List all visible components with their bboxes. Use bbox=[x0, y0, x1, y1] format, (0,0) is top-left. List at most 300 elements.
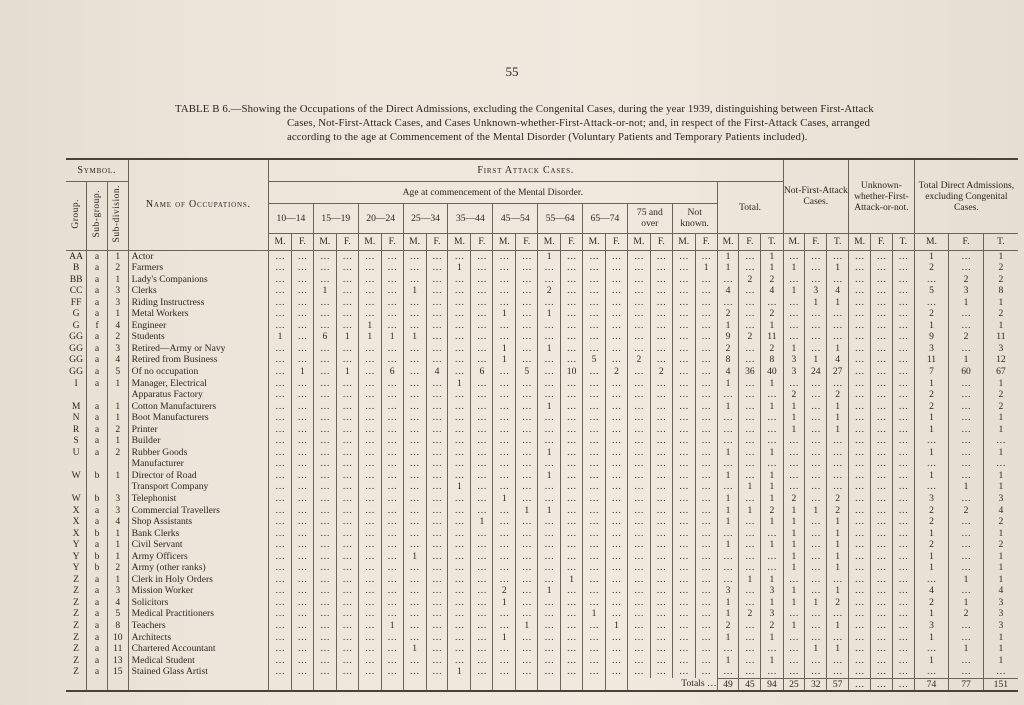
count-cell: … bbox=[292, 528, 314, 540]
count-cell: … bbox=[949, 516, 984, 528]
count-cell: … bbox=[583, 401, 606, 413]
count-cell: 1 bbox=[914, 655, 949, 667]
count-cell: 1 bbox=[717, 378, 739, 390]
count-cell: … bbox=[381, 308, 403, 320]
count-cell: … bbox=[849, 378, 871, 390]
count-cell: 2 bbox=[827, 389, 849, 401]
count-cell: … bbox=[949, 551, 984, 563]
count-cell: … bbox=[949, 412, 984, 424]
count-cell: … bbox=[403, 389, 426, 401]
table-row bbox=[66, 320, 1018, 332]
count-cell: … bbox=[761, 435, 783, 447]
count-cell: … bbox=[949, 308, 984, 320]
count-cell: 1 bbox=[827, 620, 849, 632]
count-cell: … bbox=[627, 493, 650, 505]
count-cell: … bbox=[516, 528, 538, 540]
count-cell: … bbox=[606, 297, 628, 309]
occupation-cell: Of no occupation bbox=[128, 366, 268, 378]
subdivision-cell: 5 bbox=[107, 366, 128, 378]
count-cell: … bbox=[949, 539, 984, 551]
count-cell: … bbox=[448, 493, 471, 505]
count-cell: … bbox=[805, 378, 827, 390]
subdivision-cell: 2 bbox=[107, 331, 128, 343]
count-cell: … bbox=[336, 666, 358, 678]
count-cell: … bbox=[949, 320, 984, 332]
count-cell: … bbox=[892, 470, 914, 482]
count-cell: … bbox=[805, 574, 827, 586]
count-cell: … bbox=[627, 285, 650, 297]
occupation-cell: Teachers bbox=[128, 620, 268, 632]
count-cell: … bbox=[870, 412, 892, 424]
count-cell: … bbox=[783, 331, 805, 343]
subgroup-cell: a bbox=[87, 435, 108, 447]
count-cell: 1 bbox=[717, 262, 739, 274]
count-cell: 4 bbox=[717, 366, 739, 378]
table-row bbox=[66, 378, 1018, 390]
count-cell: … bbox=[892, 297, 914, 309]
count-cell: … bbox=[739, 262, 761, 274]
count-cell: … bbox=[493, 250, 516, 262]
group-header: Group. bbox=[66, 181, 87, 250]
count-cell: 1 bbox=[448, 378, 471, 390]
count-cell: … bbox=[516, 539, 538, 551]
count-cell: … bbox=[313, 412, 336, 424]
count-cell: … bbox=[448, 597, 471, 609]
count-cell: … bbox=[403, 308, 426, 320]
count-cell: 1 bbox=[783, 285, 805, 297]
count-cell: … bbox=[892, 424, 914, 436]
count-cell: … bbox=[493, 643, 516, 655]
count-cell: … bbox=[717, 666, 739, 678]
count-cell: … bbox=[583, 331, 606, 343]
count-cell: … bbox=[493, 389, 516, 401]
count-cell: 2 bbox=[914, 539, 949, 551]
total-value-cell: 25 bbox=[783, 678, 805, 691]
group-cell: Z bbox=[73, 620, 80, 631]
count-cell: … bbox=[627, 274, 650, 286]
count-cell: … bbox=[949, 528, 984, 540]
subdivision-cell: 2 bbox=[107, 424, 128, 436]
subdivision-cell: 1 bbox=[107, 412, 128, 424]
count-cell: … bbox=[358, 666, 381, 678]
count-cell: … bbox=[358, 551, 381, 563]
count-cell: 1 bbox=[983, 424, 1018, 436]
count-cell: … bbox=[695, 539, 717, 551]
count-cell: … bbox=[516, 666, 538, 678]
count-cell: 1 bbox=[448, 666, 471, 678]
count-cell: … bbox=[292, 378, 314, 390]
count-cell: … bbox=[403, 585, 426, 597]
count-cell: … bbox=[561, 539, 583, 551]
count-cell: … bbox=[426, 539, 448, 551]
count-cell: … bbox=[292, 262, 314, 274]
count-cell: … bbox=[949, 250, 984, 262]
subdivision-cell: 1 bbox=[107, 528, 128, 540]
count-cell: … bbox=[650, 424, 672, 436]
count-cell: … bbox=[583, 320, 606, 332]
count-cell: 2 bbox=[761, 620, 783, 632]
table-row bbox=[66, 366, 1018, 378]
count-cell: … bbox=[269, 366, 292, 378]
table-row bbox=[66, 551, 1018, 563]
count-cell: … bbox=[403, 378, 426, 390]
count-cell: … bbox=[739, 389, 761, 401]
count-cell: … bbox=[672, 401, 695, 413]
subdivision-cell: 2 bbox=[107, 262, 128, 274]
count-cell: … bbox=[381, 424, 403, 436]
count-cell: … bbox=[892, 574, 914, 586]
count-cell: … bbox=[650, 528, 672, 540]
count-cell: … bbox=[849, 435, 871, 447]
age-group-header: 35—44 bbox=[448, 203, 493, 233]
count-cell: … bbox=[783, 470, 805, 482]
count-cell: … bbox=[426, 597, 448, 609]
count-cell: … bbox=[493, 435, 516, 447]
blank-cell bbox=[561, 678, 583, 691]
total-header: Total. bbox=[717, 181, 783, 233]
count-cell: … bbox=[358, 585, 381, 597]
count-cell: 1 bbox=[914, 562, 949, 574]
count-cell: … bbox=[313, 620, 336, 632]
count-cell: … bbox=[892, 274, 914, 286]
count-cell: … bbox=[269, 539, 292, 551]
count-cell: … bbox=[538, 424, 561, 436]
count-cell: … bbox=[717, 435, 739, 447]
count-cell: … bbox=[403, 343, 426, 355]
count-cell: … bbox=[292, 585, 314, 597]
female-header: F. bbox=[695, 233, 717, 250]
count-cell: … bbox=[627, 447, 650, 459]
subgroup-cell: a bbox=[87, 366, 108, 378]
count-cell: … bbox=[313, 378, 336, 390]
count-cell: … bbox=[672, 447, 695, 459]
count-cell: … bbox=[426, 493, 448, 505]
count-cell: … bbox=[583, 412, 606, 424]
count-cell: … bbox=[627, 666, 650, 678]
count-cell: … bbox=[426, 435, 448, 447]
count-cell: 1 bbox=[717, 597, 739, 609]
count-cell: … bbox=[269, 285, 292, 297]
count-cell: 2 bbox=[606, 366, 628, 378]
count-cell: … bbox=[827, 435, 849, 447]
count-cell: 1 bbox=[949, 643, 984, 655]
count-cell: … bbox=[269, 447, 292, 459]
subgroup-cell: f bbox=[87, 320, 108, 332]
count-cell: … bbox=[538, 493, 561, 505]
count-cell: … bbox=[695, 354, 717, 366]
page-number: 55 bbox=[505, 64, 519, 79]
count-cell: … bbox=[805, 470, 827, 482]
count-cell: … bbox=[849, 539, 871, 551]
count-cell: 4 bbox=[717, 285, 739, 297]
count-cell: … bbox=[292, 516, 314, 528]
count-cell: … bbox=[606, 562, 628, 574]
count-cell: … bbox=[650, 516, 672, 528]
count-cell: … bbox=[849, 574, 871, 586]
count-cell: … bbox=[561, 528, 583, 540]
count-cell: … bbox=[426, 262, 448, 274]
count-cell: … bbox=[471, 643, 493, 655]
count-cell: … bbox=[949, 666, 984, 678]
table-caption bbox=[175, 102, 975, 144]
count-cell: … bbox=[561, 643, 583, 655]
subgroup-cell: a bbox=[87, 574, 108, 586]
count-cell: … bbox=[358, 343, 381, 355]
count-cell: … bbox=[672, 366, 695, 378]
count-cell: 4 bbox=[761, 285, 783, 297]
symbol-header: Symbol. bbox=[66, 159, 128, 181]
count-cell: 1 bbox=[761, 516, 783, 528]
count-cell: … bbox=[516, 481, 538, 493]
count-cell: … bbox=[538, 412, 561, 424]
count-cell: … bbox=[892, 632, 914, 644]
count-cell: … bbox=[627, 412, 650, 424]
count-cell: 1 bbox=[717, 539, 739, 551]
count-cell: … bbox=[650, 655, 672, 667]
count-cell: … bbox=[783, 481, 805, 493]
count-cell: … bbox=[538, 331, 561, 343]
total-mf-header: T. bbox=[983, 233, 1018, 250]
count-cell: … bbox=[892, 528, 914, 540]
table-row bbox=[66, 481, 1018, 493]
count-cell: … bbox=[269, 470, 292, 482]
count-cell: … bbox=[892, 435, 914, 447]
count-cell: … bbox=[650, 285, 672, 297]
count-cell: … bbox=[538, 666, 561, 678]
count-cell: … bbox=[805, 331, 827, 343]
count-cell: 2 bbox=[761, 343, 783, 355]
unknown-header: Unknown-whether-First-Attack-or-not. bbox=[849, 159, 915, 233]
count-cell: 1 bbox=[783, 562, 805, 574]
occupation-cell: Lady's Companions bbox=[128, 274, 268, 286]
count-cell: … bbox=[892, 262, 914, 274]
count-cell: … bbox=[583, 308, 606, 320]
count-cell: … bbox=[336, 539, 358, 551]
table-row bbox=[66, 516, 1018, 528]
count-cell: … bbox=[892, 643, 914, 655]
count-cell: … bbox=[381, 447, 403, 459]
count-cell: … bbox=[695, 528, 717, 540]
count-cell: 1 bbox=[783, 505, 805, 517]
count-cell: … bbox=[761, 297, 783, 309]
count-cell: … bbox=[739, 528, 761, 540]
count-cell: … bbox=[493, 562, 516, 574]
blank-cell bbox=[583, 678, 606, 691]
count-cell: … bbox=[561, 424, 583, 436]
count-cell: … bbox=[471, 505, 493, 517]
count-cell: 1 bbox=[561, 574, 583, 586]
count-cell: … bbox=[381, 493, 403, 505]
count-cell: 1 bbox=[783, 551, 805, 563]
occupation-cell: Medical Practitioners bbox=[128, 608, 268, 620]
count-cell: … bbox=[583, 643, 606, 655]
group-cell: Z bbox=[73, 631, 80, 643]
not-first-attack-header: Not-First-Attack Cases. bbox=[783, 159, 849, 233]
count-cell: … bbox=[739, 447, 761, 459]
total-value-cell: … bbox=[892, 678, 914, 691]
count-cell: … bbox=[672, 539, 695, 551]
count-cell: 1 bbox=[827, 516, 849, 528]
count-cell: … bbox=[269, 424, 292, 436]
count-cell: … bbox=[783, 643, 805, 655]
count-cell: 1 bbox=[717, 505, 739, 517]
count-cell: … bbox=[805, 632, 827, 644]
count-cell: … bbox=[538, 262, 561, 274]
count-cell: … bbox=[672, 297, 695, 309]
group-cell: FF bbox=[70, 296, 82, 308]
count-cell: … bbox=[739, 297, 761, 309]
count-cell: … bbox=[739, 597, 761, 609]
count-cell: … bbox=[650, 620, 672, 632]
count-cell: … bbox=[627, 505, 650, 517]
count-cell: … bbox=[650, 250, 672, 262]
occupation-header: Name of Occupations. bbox=[128, 159, 268, 250]
count-cell: … bbox=[561, 262, 583, 274]
occupation-cell: Clerks bbox=[128, 285, 268, 297]
count-cell: … bbox=[717, 551, 739, 563]
count-cell: … bbox=[695, 585, 717, 597]
occupation-cell: Farmers bbox=[128, 262, 268, 274]
count-cell: 1 bbox=[914, 608, 949, 620]
count-cell: … bbox=[914, 666, 949, 678]
count-cell: … bbox=[292, 447, 314, 459]
count-cell: … bbox=[561, 285, 583, 297]
count-cell: 1 bbox=[761, 574, 783, 586]
age-group-header: 65—74 bbox=[583, 203, 628, 233]
table-row bbox=[66, 458, 1018, 470]
occupation-cell: Mission Worker bbox=[128, 585, 268, 597]
subgroup-cell: a bbox=[87, 585, 108, 597]
female-header: F. bbox=[426, 233, 448, 250]
count-cell: … bbox=[650, 632, 672, 644]
count-cell: … bbox=[892, 458, 914, 470]
count-cell: … bbox=[471, 632, 493, 644]
count-cell: … bbox=[426, 274, 448, 286]
count-cell: … bbox=[805, 620, 827, 632]
count-cell: 2 bbox=[717, 620, 739, 632]
female-header: F. bbox=[870, 233, 892, 250]
count-cell: … bbox=[448, 505, 471, 517]
count-cell: … bbox=[627, 597, 650, 609]
count-cell: 2 bbox=[827, 597, 849, 609]
count-cell: … bbox=[448, 608, 471, 620]
count-cell: … bbox=[426, 389, 448, 401]
table-row bbox=[66, 632, 1018, 644]
count-cell: … bbox=[672, 516, 695, 528]
count-cell: … bbox=[627, 608, 650, 620]
count-cell: … bbox=[783, 250, 805, 262]
count-cell: 1 bbox=[717, 608, 739, 620]
count-cell: … bbox=[949, 620, 984, 632]
count-cell: … bbox=[849, 389, 871, 401]
group-cell: AA bbox=[69, 250, 84, 262]
count-cell: … bbox=[583, 620, 606, 632]
count-cell: … bbox=[471, 620, 493, 632]
count-cell: … bbox=[761, 643, 783, 655]
blank-cell bbox=[403, 678, 426, 691]
count-cell: 2 bbox=[914, 389, 949, 401]
count-cell: … bbox=[561, 297, 583, 309]
count-cell: … bbox=[650, 597, 672, 609]
count-cell: 3 bbox=[805, 285, 827, 297]
subdivision-cell: 10 bbox=[107, 632, 128, 644]
count-cell: … bbox=[583, 505, 606, 517]
count-cell: … bbox=[426, 447, 448, 459]
count-cell: 1 bbox=[761, 470, 783, 482]
count-cell: 1 bbox=[739, 574, 761, 586]
total-mf-header: T. bbox=[827, 233, 849, 250]
occupation-cell: Commercial Travellers bbox=[128, 505, 268, 517]
count-cell: … bbox=[739, 412, 761, 424]
count-cell: … bbox=[606, 447, 628, 459]
count-cell: 1 bbox=[983, 632, 1018, 644]
count-cell: … bbox=[448, 308, 471, 320]
subdivision-cell: 15 bbox=[107, 666, 128, 678]
count-cell: … bbox=[471, 274, 493, 286]
count-cell: 1 bbox=[761, 632, 783, 644]
count-cell: … bbox=[381, 412, 403, 424]
count-cell: 1 bbox=[827, 412, 849, 424]
count-cell: … bbox=[426, 343, 448, 355]
count-cell: … bbox=[336, 274, 358, 286]
count-cell: … bbox=[448, 620, 471, 632]
subdivision-cell: 1 bbox=[107, 274, 128, 286]
count-cell: 1 bbox=[805, 354, 827, 366]
count-cell: … bbox=[949, 458, 984, 470]
count-cell: … bbox=[627, 585, 650, 597]
age-group-header: 75 and over bbox=[627, 203, 672, 233]
count-cell: … bbox=[403, 250, 426, 262]
occupation-cell: Rubber Goods bbox=[128, 447, 268, 459]
count-cell: … bbox=[650, 435, 672, 447]
count-cell: … bbox=[448, 354, 471, 366]
count-cell: … bbox=[471, 666, 493, 678]
count-cell: 1 bbox=[983, 655, 1018, 667]
subdivision-cell: 13 bbox=[107, 655, 128, 667]
count-cell: … bbox=[269, 378, 292, 390]
count-cell: … bbox=[313, 447, 336, 459]
count-cell: 3 bbox=[949, 285, 984, 297]
count-cell: … bbox=[606, 250, 628, 262]
count-cell: … bbox=[761, 424, 783, 436]
count-cell: 1 bbox=[914, 378, 949, 390]
count-cell: 1 bbox=[805, 297, 827, 309]
count-cell: 8 bbox=[717, 354, 739, 366]
subdivision-header: Sub-division. bbox=[107, 181, 128, 250]
occupation-cell: Medical Student bbox=[128, 655, 268, 667]
count-cell: … bbox=[313, 401, 336, 413]
count-cell: … bbox=[336, 493, 358, 505]
count-cell: … bbox=[516, 597, 538, 609]
table-row bbox=[66, 343, 1018, 355]
count-cell: … bbox=[849, 551, 871, 563]
count-cell: 5 bbox=[583, 354, 606, 366]
count-cell: 1 bbox=[783, 528, 805, 540]
count-cell: … bbox=[739, 285, 761, 297]
count-cell: … bbox=[448, 401, 471, 413]
count-cell: … bbox=[336, 562, 358, 574]
count-cell: … bbox=[606, 274, 628, 286]
count-cell: … bbox=[358, 458, 381, 470]
count-cell: … bbox=[717, 458, 739, 470]
count-cell: … bbox=[426, 620, 448, 632]
count-cell: … bbox=[849, 493, 871, 505]
count-cell: … bbox=[471, 343, 493, 355]
count-cell: … bbox=[426, 643, 448, 655]
count-cell: 1 bbox=[949, 574, 984, 586]
count-cell: 4 bbox=[827, 354, 849, 366]
count-cell: … bbox=[672, 378, 695, 390]
